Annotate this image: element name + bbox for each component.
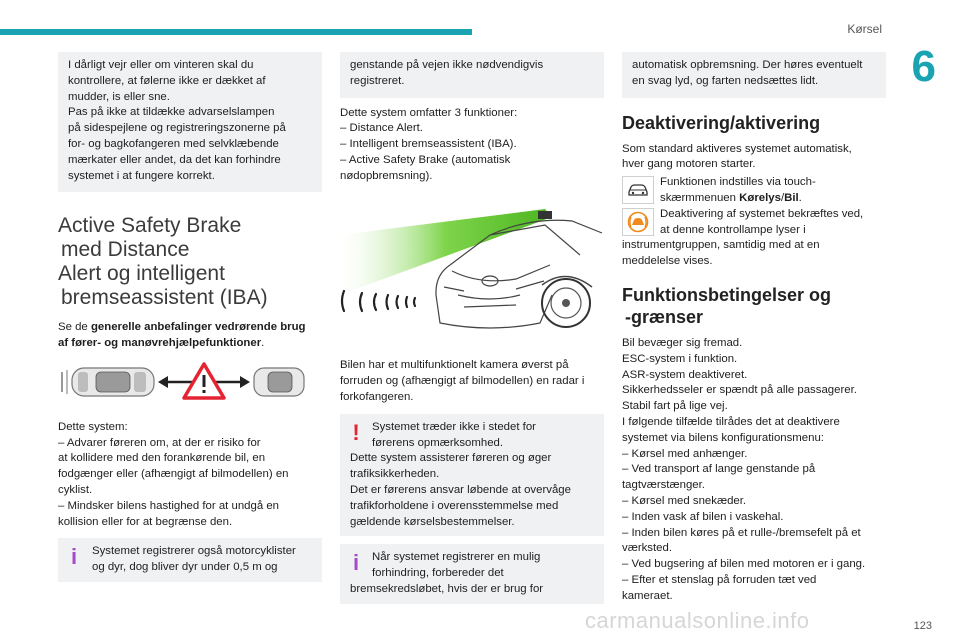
touchscreen-setting-row <box>622 175 886 207</box>
deactivation-text <box>622 142 886 174</box>
heading-conditions <box>622 284 886 328</box>
list-item: Stabil fart på lige vej. <box>622 400 728 413</box>
text-line: mærkater eller andet, da det kan forhindre <box>68 153 281 166</box>
page-number: 123 <box>913 620 932 632</box>
text-line: – Active Safety Brake (automatisk <box>340 153 511 166</box>
text-line: for- og bagkofangeren med selvklæbende <box>68 137 279 150</box>
exclamation-warning-icon: ! <box>352 419 360 445</box>
list-item: værksted. <box>622 542 673 555</box>
system-description <box>58 420 322 531</box>
text-line: genstande på vejen ikke nødvendigvis <box>350 59 544 71</box>
heading-line: bremseassistent (IBA) <box>61 286 268 310</box>
text-line: og dyr, dog bliver dyr under 0,5 m og <box>92 561 278 574</box>
reference-paragraph <box>58 320 322 352</box>
heading-deactivation: Deaktivering/aktivering <box>622 112 821 133</box>
menu-item-bil: Bil <box>784 191 799 204</box>
text-line: Dette system assisterer føreren og øger <box>350 452 552 465</box>
text-line: – Distance Alert. <box>340 122 423 135</box>
menu-path-line <box>660 191 886 207</box>
ref-prefix: Se de <box>58 321 91 334</box>
list-item: ESC-system i funktion. <box>622 352 738 365</box>
text-line: trafiksikkerheden. <box>350 468 440 481</box>
text-line: Funktionen indstilles via touch- <box>660 176 816 189</box>
text-line: forkofangeren. <box>340 390 414 403</box>
radar-waves-icon <box>342 291 415 311</box>
camera-description <box>340 358 604 405</box>
car-outline-icon <box>622 176 654 204</box>
camera-illustration <box>340 195 604 351</box>
rear-car-icon <box>62 368 154 396</box>
text-line: Pas på ikke at tildække advarselslampen <box>68 106 275 119</box>
text-line: en svag lyd, og farten nedsættes lidt. <box>632 74 819 87</box>
menu-suffix: . <box>798 191 802 204</box>
weather-notice-box <box>58 52 322 192</box>
text-line: Deaktivering af systemet bekræftes ved, <box>660 207 864 220</box>
text-line: at denne kontrollampe lyser i <box>660 223 806 236</box>
collision-warning-lamp-icon <box>622 208 654 236</box>
column-1 <box>58 52 322 590</box>
text-line: I dårligt vejr eller om vinteren skal du <box>68 59 254 71</box>
text-line: fodgænger eller (afhængigt af bilmodellen) en <box>58 468 289 481</box>
section-heading-asb <box>58 214 322 310</box>
menu-item-korelys: Kørelys <box>739 191 781 204</box>
list-item: – Efter et stenslag på forruden tæt ved <box>622 573 817 586</box>
info-note-braking <box>340 544 604 603</box>
list-item: systemet via bilens konfigurationsmenu: <box>622 431 824 444</box>
text-line: meddelelse vises. <box>622 255 713 268</box>
text-line: instrumentgruppen, samtidig med at en <box>622 239 820 252</box>
text-line: førerens opmærksomhed. <box>372 436 504 449</box>
menu-prefix: skærmmenuen <box>660 191 740 204</box>
section-title: Kørsel <box>847 22 882 36</box>
text-line: – Advarer føreren om, at der er risiko for <box>58 436 261 449</box>
text-line: Som standard aktiveres systemet automatisk, <box>622 142 852 155</box>
text-line: – Mindsker bilens hastighed for at undgå en <box>58 499 279 512</box>
continued-info-box <box>340 52 604 98</box>
collision-illustration <box>58 360 322 410</box>
text-line: mudder, is eller sne. <box>68 90 170 103</box>
front-car-icon <box>254 368 304 396</box>
text-line: cyklist. <box>58 483 93 496</box>
text-line: forruden og (afhængigt af bilmodellen) en radar i <box>340 375 585 388</box>
text-line: kollision eller for at begrænse den. <box>58 515 233 528</box>
text-line: systemet i at fungere korrekt. <box>68 169 215 182</box>
text-line: bremsekredsløbet, hvis der er brug for <box>350 582 544 595</box>
text-line: kontrollere, at følerne ikke er dækket af <box>68 74 266 87</box>
text-line: Systemet registrerer også motorcyklister <box>92 545 296 558</box>
info-icon: i <box>70 544 78 570</box>
list-item: – Ved bugsering af bilen med motoren er i gang. <box>622 558 866 571</box>
list-item: – Kørsel med anhænger. <box>622 447 748 460</box>
text-line: gældende kørselsbestemmelser. <box>350 515 515 528</box>
list-item: – Kørsel med snekæder. <box>622 494 747 507</box>
text-line: automatisk opbremsning. Der høres eventuelt <box>632 59 863 71</box>
cars-collision-figure <box>58 360 308 404</box>
text-line: Når systemet registrerer en mulig <box>372 551 541 564</box>
text-line: Dette system omfatter 3 funktioner: <box>340 106 518 119</box>
text-line: – Intelligent bremseassistent (IBA). <box>340 138 517 151</box>
chapter-number: 6 <box>911 42 936 91</box>
text-line: Bilen har et multifunktionelt kamera øverst på <box>340 359 569 372</box>
watermark: carmanualsonline.info <box>585 608 810 633</box>
list-item: Bil bevæger sig fremad. <box>622 336 743 349</box>
ref-bold-2: af fører- og manøvrehjælpefunktioner <box>58 337 262 350</box>
heading-line: Alert og intelligent <box>58 262 225 286</box>
menu-separator: / <box>780 191 785 204</box>
heading-line: -grænser <box>625 306 704 327</box>
text-line: Det er førerens ansvar løbende at overvåge <box>350 483 571 496</box>
list-item: – Inden bilen køres på et rulle-/bremsefelt på et <box>622 526 861 539</box>
header-accent-bar <box>0 29 472 35</box>
heading-line: Active Safety Brake <box>58 214 242 238</box>
warning-note-attention <box>340 414 604 537</box>
camera-beam-icon <box>340 209 552 295</box>
text-line: på sidespejlene og registreringszonerne på <box>68 122 286 135</box>
list-item: – Inden vask af bilen i vaskehal. <box>622 510 784 523</box>
lamp-continued <box>622 238 886 270</box>
list-item: tagtværstænger. <box>622 479 705 492</box>
list-item: – Ved transport af lange genstande på <box>622 463 816 476</box>
car-camera-figure <box>340 195 604 345</box>
list-item: ASR-system deaktiveret. <box>622 368 748 381</box>
text-line: Dette system: <box>58 420 128 433</box>
ref-suffix: . <box>261 337 265 350</box>
text-line: hver gang motoren starter. <box>622 158 756 171</box>
heading-line: Funktionsbetingelser og <box>622 284 832 305</box>
list-item: I følgende tilfælde tilrådes det at deaktivere <box>622 415 840 428</box>
camera-sensor-icon <box>538 211 552 219</box>
conditions-list <box>622 336 886 605</box>
heading-line: med Distance <box>61 238 190 262</box>
functions-list <box>340 106 604 185</box>
ref-bold-1: generelle anbefalinger vedrørende brug <box>90 321 306 334</box>
continued-braking-box <box>622 52 886 98</box>
info-icon: i <box>352 550 360 576</box>
text-line: trafikforholdene i overensstemmelse med <box>350 499 559 512</box>
info-note-motorcycles <box>58 538 322 582</box>
text-line: Systemet træder ikke i stedet for <box>372 420 536 433</box>
text-line: nødopbremsning). <box>340 169 433 182</box>
text-line: forhindring, forbereder det <box>372 567 504 580</box>
warning-lamp-row <box>622 207 886 239</box>
text-line: registreret. <box>350 74 405 87</box>
text-line: at kollidere med den forankørende bil, en <box>58 452 266 465</box>
list-item: Sikkerhedsseler er spændt på alle passagerer. <box>622 384 857 397</box>
column-3 <box>622 52 886 613</box>
list-item: kameraet. <box>622 589 673 602</box>
column-2 <box>340 52 604 612</box>
